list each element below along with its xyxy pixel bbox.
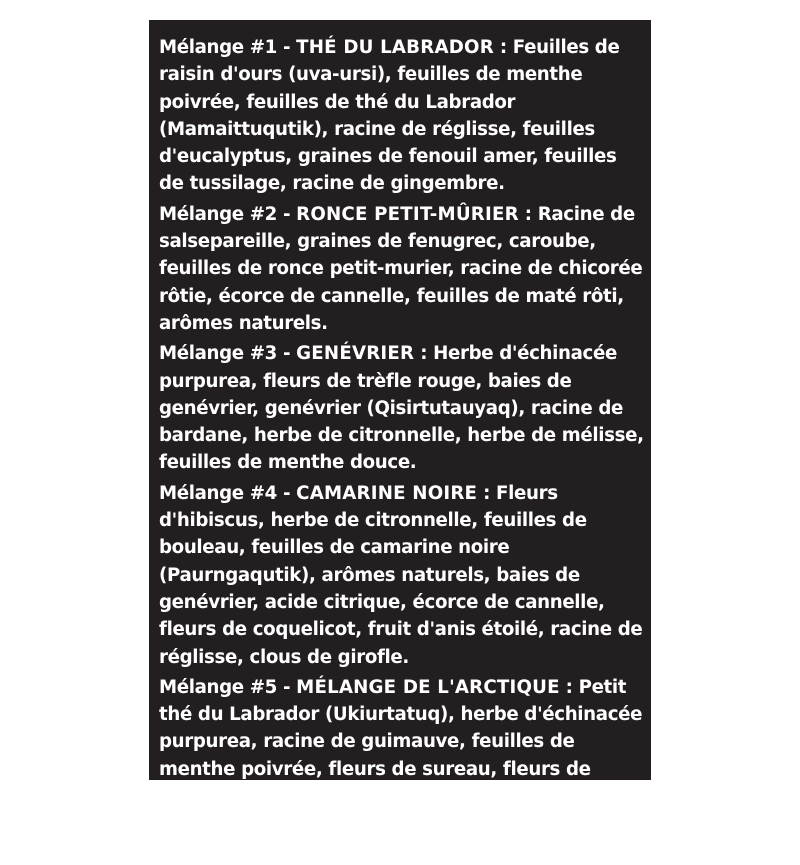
blend-1-name: THÉ DU LABRADOR xyxy=(296,37,494,58)
blend-2-paragraph xyxy=(159,201,645,337)
blend-2-ingredients: : Racine de salsepareille, graines de fenugrec, caroube, feuilles de ronce petit-murier, racine de chicorée rôtie, écorce de cannelle, feuilles de maté rôti, arômes naturels. xyxy=(159,203,643,334)
blend-4-ingredients: : Fleurs d'hibiscus, herbe de citronnelle, feuilles de bouleau, feuilles de camarine noire (Paurngaqutik), arômes naturels, baies de genévrier, acide citrique, écorce de cannelle, fleurs de coquelicot, fruit d'anis étoilé, racine de réglisse, clous de girofle. xyxy=(159,482,643,668)
blend-4-paragraph xyxy=(159,480,645,671)
ingredients-label-panel xyxy=(149,20,651,862)
blend-3-name: GENÉVRIER xyxy=(296,343,415,365)
blend-5-name: MÉLANGE DE L'ARCTIQUE xyxy=(296,676,560,698)
blend-3-ingredients: : Herbe d'échinacée purpurea, fleurs de trèfle rouge, baies de genévrier, genévrier (Qisirtutauyaq), racine de bardane, herbe de citronnelle, herbe de mélisse, feuilles de menthe douce. xyxy=(159,343,644,474)
blend-1-ingredients: : Feuilles de raisin d'ours (uva-ursi), feuilles de menthe poivrée, feuilles de thé du Labrador (Mamaittuqutik), racine de réglisse, feuilles d'eucalyptus, graines de fenouil amer, feuilles de tussilage, racine de gingembre. xyxy=(159,37,620,195)
blend-1-prefix: Mélange #1 - xyxy=(159,37,297,58)
blend-4-prefix: Mélange #4 - xyxy=(159,482,297,504)
blend-2-prefix: Mélange #2 - xyxy=(159,203,297,225)
blend-1-paragraph xyxy=(159,34,645,198)
blend-4-name: CAMARINE NOIRE xyxy=(296,482,478,504)
blend-5-prefix: Mélange #5 - xyxy=(159,676,297,698)
blend-5-paragraph xyxy=(159,674,645,865)
blend-3-prefix: Mélange #3 - xyxy=(159,343,297,365)
blend-3-paragraph xyxy=(159,340,645,476)
blend-2-name: RONCE PETIT-MÛRIER xyxy=(296,203,519,225)
blend-5-ingredients: : Petit thé du Labrador (Ukiurtatuq), herbe d'échinacée purpurea, racine de guimauve, feuilles de menthe poivrée, fleurs de sureau, fleurs de camomille, écorce de cannelle, racine de gingembre, clous de girofle, feuilles de tussilage. xyxy=(159,676,643,862)
